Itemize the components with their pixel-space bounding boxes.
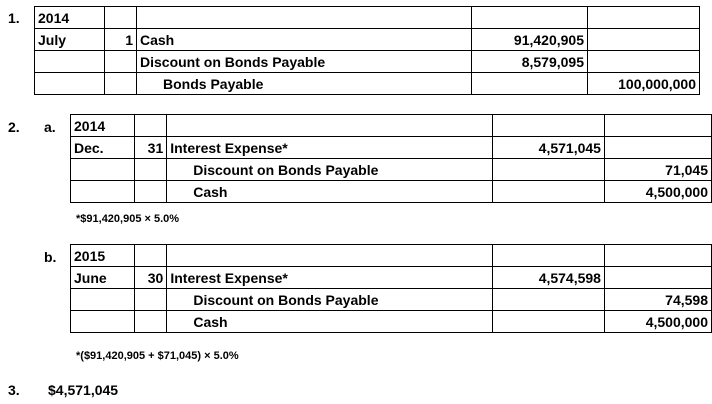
account-cell: Cash: [167, 311, 492, 333]
credit-cell: 100,000,000: [588, 73, 700, 95]
debit-cell: 4,574,598: [492, 267, 604, 289]
day-cell: 31: [135, 137, 167, 159]
table-row: [35, 73, 700, 95]
account-cell: Discount on Bonds Payable: [167, 289, 492, 311]
journal-table-2a: [70, 114, 712, 203]
table-row: [35, 7, 700, 29]
table-row: [71, 159, 712, 181]
year-cell: 2015: [71, 245, 135, 267]
debit-cell: 8,579,095: [472, 51, 588, 73]
table-row: [71, 245, 712, 267]
footnote-2a: *$91,420,905 × 5.0%: [76, 213, 180, 225]
account-cell: Discount on Bonds Payable: [137, 51, 472, 73]
table-row: [71, 137, 712, 159]
table-row: [71, 181, 712, 203]
account-cell: Interest Expense*: [167, 137, 492, 159]
account-cell: Discount on Bonds Payable: [167, 159, 492, 181]
account-cell: Cash: [137, 29, 472, 51]
year-cell: 2014: [71, 115, 135, 137]
part-2a-letter: a.: [44, 119, 56, 135]
table-row: [71, 115, 712, 137]
account-cell: Interest Expense*: [167, 267, 492, 289]
month-cell: July: [35, 29, 105, 51]
month-cell: Dec.: [71, 137, 135, 159]
journal-table-1: [34, 6, 700, 95]
credit-cell: 71,045: [604, 159, 711, 181]
table-row: [71, 267, 712, 289]
footnote-2b: *($91,420,905 + $71,045) × 5.0%: [76, 350, 239, 362]
table-row: [71, 311, 712, 333]
account-cell: Bonds Payable: [137, 73, 472, 95]
credit-cell: 4,500,000: [604, 181, 711, 203]
debit-cell: 91,420,905: [472, 29, 588, 51]
day-cell: 1: [105, 29, 137, 51]
day-cell: 30: [135, 267, 167, 289]
credit-cell: 74,598: [604, 289, 711, 311]
part-3-number: 3.: [8, 382, 20, 398]
part-1-number: 1.: [8, 10, 20, 26]
journal-table-2b: [70, 244, 712, 333]
credit-cell: 4,500,000: [604, 311, 711, 333]
part-2b-letter: b.: [44, 249, 57, 265]
part-3-answer: $4,571,045: [48, 382, 119, 398]
account-cell: Cash: [167, 181, 492, 203]
debit-cell: 4,571,045: [492, 137, 604, 159]
table-row: [35, 51, 700, 73]
table-row: [35, 29, 700, 51]
table-row: [71, 289, 712, 311]
month-cell: June: [71, 267, 135, 289]
year-cell: 2014: [35, 7, 105, 29]
part-2-number: 2.: [8, 119, 20, 135]
